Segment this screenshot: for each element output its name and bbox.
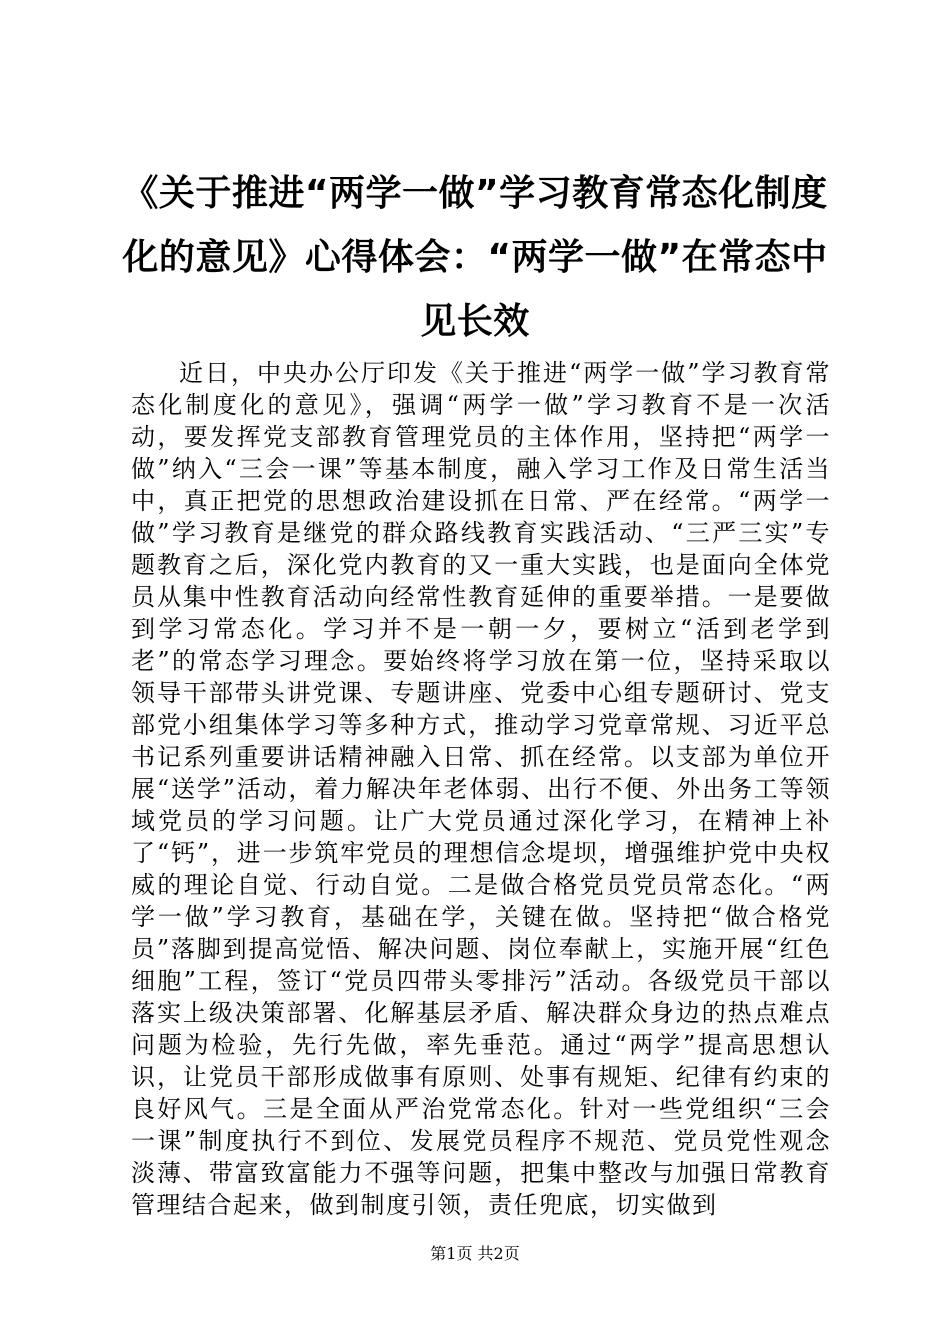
page-number-footer: 第1页 共2页	[430, 1244, 520, 1263]
document-title: 《关于推进“两学一做”学习教育常态化制度化的意见》心得体会：“两学一做”在常态中见长效	[122, 173, 828, 342]
document-body-paragraph: 近日，中央办公厅印发《关于推进“两学一做”学习教育常态化制度化的意见》，强调“两学一做”学习教育不是一次活动，要发挥党支部教育管理党员的主体作用，坚持把“两学一做”纳入“三会一课”等基本制度，融入学习工作及日常生活当中，真正把党的思想政治建设抓在日常、严在经常。“两学一做”学习教育是继党的群众路线教育实践活动、“三严三实”专题教育之后，深化党内教育的又一重大实践，也是面向全体党员从集中性教育活动向经常性教育延伸的重要举措。一是要做到学习常态化。学习并不是一朝一夕，要树立“活到老学到老”的常态学习理念。要始终将学习放在第一位，坚持采取以领导干部带头讲党课、专题讲座、党委中心组专题研讨、党支部党小组集体学习等多种方式，推动学习党章常规、习近平总书记系列重要讲话精神融入日常、抓在经常。以支部为单位开展“送学”活动，着力解决年老体弱、出行不便、外出务工等领域党员的学习问题。让广大党员通过深化学习，在精神上补了“钙”，进一步筑牢党员的理想信念堤坝，增强维护党中央权威的理论自觉、行动自觉。二是做合格党员党员常态化。“两学一做”学习教育，基础在学，关键在做。坚持把“做合格党员”落脚到提高觉悟、解决问题、岗位奉献上，实施开展“红色细胞”工程，签订“党员四带头零排污”活动。各级党员干部以落实上级决策部署、化解基层矛盾、解决群众身边的热点难点问题为检验，先行先做，率先垂范。通过“两学”提高思想认识，让党员干部形成做事有原则、处事有规矩、纪律有约束的良好风气。三是全面从严治党常态化。针对一些党组织“三会一课”制度执行不到位、发展党员程序不规范、党员党性观念淡薄、带富致富能力不强等问题，把集中整改与加强日常教育管理结合起来，做到制度引领，责任兜底，切实做到	[131, 359, 831, 1219]
